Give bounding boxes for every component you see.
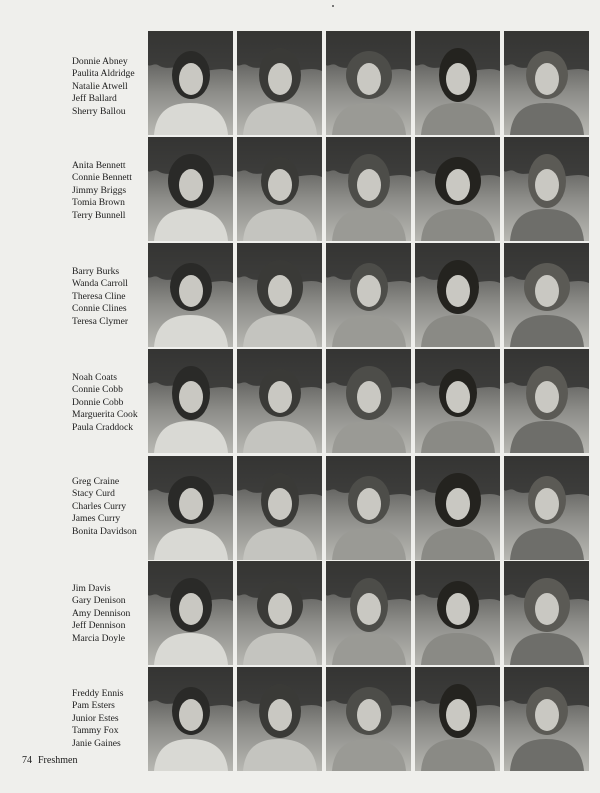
portrait-silhouette bbox=[326, 349, 411, 453]
portrait-silhouette bbox=[148, 137, 233, 241]
student-portrait bbox=[415, 243, 500, 347]
student-name: Connie Bennett bbox=[72, 172, 132, 184]
portrait-silhouette bbox=[326, 137, 411, 241]
student-portrait bbox=[415, 667, 500, 771]
portrait-silhouette bbox=[504, 31, 589, 135]
student-portrait bbox=[504, 561, 589, 665]
student-name: Connie Clines bbox=[72, 303, 127, 315]
student-portrait bbox=[504, 31, 589, 135]
name-list bbox=[72, 583, 147, 645]
portrait-row-7 bbox=[0, 667, 600, 771]
student-portrait bbox=[504, 243, 589, 347]
student-name: Theresa Cline bbox=[72, 290, 126, 302]
portrait-silhouette bbox=[148, 31, 233, 135]
student-portrait bbox=[237, 667, 322, 771]
student-portrait bbox=[148, 137, 233, 241]
portrait-row-6 bbox=[0, 561, 600, 665]
portrait-silhouette bbox=[326, 456, 411, 560]
student-portrait bbox=[237, 243, 322, 347]
portrait-silhouette bbox=[415, 349, 500, 453]
student-portrait bbox=[237, 456, 322, 560]
student-name: Stacy Curd bbox=[72, 488, 115, 500]
student-name: Wanda Carroll bbox=[72, 278, 128, 290]
student-portrait bbox=[326, 243, 411, 347]
student-name: Amy Dennison bbox=[72, 607, 131, 619]
portrait-silhouette bbox=[237, 349, 322, 453]
portrait-silhouette bbox=[326, 667, 411, 771]
student-name: Jimmy Briggs bbox=[72, 184, 127, 196]
student-portrait bbox=[326, 667, 411, 771]
student-name: Bonita Davidson bbox=[72, 525, 137, 537]
section-title: Freshmen bbox=[38, 755, 78, 766]
portrait-silhouette bbox=[326, 31, 411, 135]
portrait-silhouette bbox=[504, 349, 589, 453]
scan-mark bbox=[332, 5, 334, 7]
student-name: Janie Gaines bbox=[72, 737, 121, 749]
student-name: Jim Davis bbox=[72, 583, 111, 594]
student-name: Natalie Atwell bbox=[72, 80, 128, 92]
student-portrait bbox=[148, 349, 233, 453]
student-name: Tomia Brown bbox=[72, 197, 125, 209]
portrait-silhouette bbox=[326, 243, 411, 347]
student-portrait bbox=[415, 561, 500, 665]
student-name: Pam Esters bbox=[72, 700, 115, 712]
student-portrait bbox=[237, 31, 322, 135]
portrait-silhouette bbox=[504, 561, 589, 665]
student-name: Junior Estes bbox=[72, 712, 119, 724]
portrait-silhouette bbox=[237, 456, 322, 560]
portrait-silhouette bbox=[237, 137, 322, 241]
student-portrait bbox=[415, 137, 500, 241]
student-portrait bbox=[326, 137, 411, 241]
portrait-silhouette bbox=[148, 561, 233, 665]
student-portrait bbox=[237, 561, 322, 665]
student-portrait bbox=[148, 243, 233, 347]
student-name: Donnie Cobb bbox=[72, 396, 124, 408]
student-name: Jeff Ballard bbox=[72, 93, 117, 105]
portrait-silhouette bbox=[415, 667, 500, 771]
student-name: Tammy Fox bbox=[72, 725, 119, 737]
portrait-silhouette bbox=[415, 456, 500, 560]
student-portrait bbox=[326, 456, 411, 560]
student-name: Marcia Doyle bbox=[72, 632, 126, 644]
student-portrait bbox=[326, 349, 411, 453]
name-list bbox=[72, 160, 147, 222]
student-portrait bbox=[148, 456, 233, 560]
student-portrait bbox=[415, 31, 500, 135]
name-list bbox=[72, 372, 147, 434]
portrait-row-2 bbox=[0, 137, 600, 241]
portrait-silhouette bbox=[237, 243, 322, 347]
student-name: Sherry Ballou bbox=[72, 105, 126, 117]
portrait-silhouette bbox=[504, 667, 589, 771]
name-list bbox=[72, 266, 147, 328]
student-name: Barry Burks bbox=[72, 266, 120, 277]
student-name: Marguerita Cook bbox=[72, 409, 138, 421]
student-name: Freddy Ennis bbox=[72, 688, 124, 699]
student-portrait bbox=[504, 137, 589, 241]
student-portrait bbox=[504, 456, 589, 560]
name-list bbox=[72, 688, 147, 750]
student-name: Noah Coats bbox=[72, 372, 118, 383]
portrait-silhouette bbox=[237, 31, 322, 135]
student-portrait bbox=[237, 349, 322, 453]
page-number: 74 bbox=[22, 755, 32, 766]
student-name: Gary Denison bbox=[72, 595, 126, 607]
student-name: Charles Curry bbox=[72, 500, 127, 512]
student-portrait bbox=[237, 137, 322, 241]
student-name: Terry Bunnell bbox=[72, 209, 126, 221]
portrait-silhouette bbox=[504, 456, 589, 560]
student-name: Greg Craine bbox=[72, 476, 120, 487]
name-list bbox=[72, 56, 147, 118]
portrait-row-1 bbox=[0, 31, 600, 135]
student-name: Teresa Clymer bbox=[72, 315, 129, 327]
student-portrait bbox=[148, 31, 233, 135]
name-list bbox=[72, 476, 147, 538]
portrait-silhouette bbox=[237, 561, 322, 665]
student-name: Connie Cobb bbox=[72, 384, 123, 396]
portrait-row-3 bbox=[0, 243, 600, 347]
student-portrait bbox=[326, 561, 411, 665]
student-portrait bbox=[415, 456, 500, 560]
portrait-silhouette bbox=[148, 243, 233, 347]
portrait-silhouette bbox=[415, 561, 500, 665]
portrait-silhouette bbox=[237, 667, 322, 771]
portrait-silhouette bbox=[415, 137, 500, 241]
portrait-silhouette bbox=[504, 243, 589, 347]
student-name: Paula Craddock bbox=[72, 421, 134, 433]
portrait-silhouette bbox=[148, 349, 233, 453]
student-name: Anita Bennett bbox=[72, 160, 126, 171]
page-footer bbox=[22, 755, 83, 766]
student-portrait bbox=[504, 349, 589, 453]
student-name: Jeff Dennison bbox=[72, 620, 126, 632]
student-portrait bbox=[415, 349, 500, 453]
portrait-silhouette bbox=[326, 561, 411, 665]
portrait-silhouette bbox=[415, 243, 500, 347]
portrait-row-5 bbox=[0, 456, 600, 560]
portrait-silhouette bbox=[504, 137, 589, 241]
student-name: Paulita Aldridge bbox=[72, 68, 135, 80]
student-portrait bbox=[504, 667, 589, 771]
student-name: James Curry bbox=[72, 513, 121, 525]
student-name: Donnie Abney bbox=[72, 56, 128, 67]
portrait-silhouette bbox=[148, 456, 233, 560]
student-portrait bbox=[148, 561, 233, 665]
portrait-silhouette bbox=[148, 667, 233, 771]
student-portrait bbox=[326, 31, 411, 135]
student-portrait bbox=[148, 667, 233, 771]
portrait-row-4 bbox=[0, 349, 600, 453]
portrait-silhouette bbox=[415, 31, 500, 135]
